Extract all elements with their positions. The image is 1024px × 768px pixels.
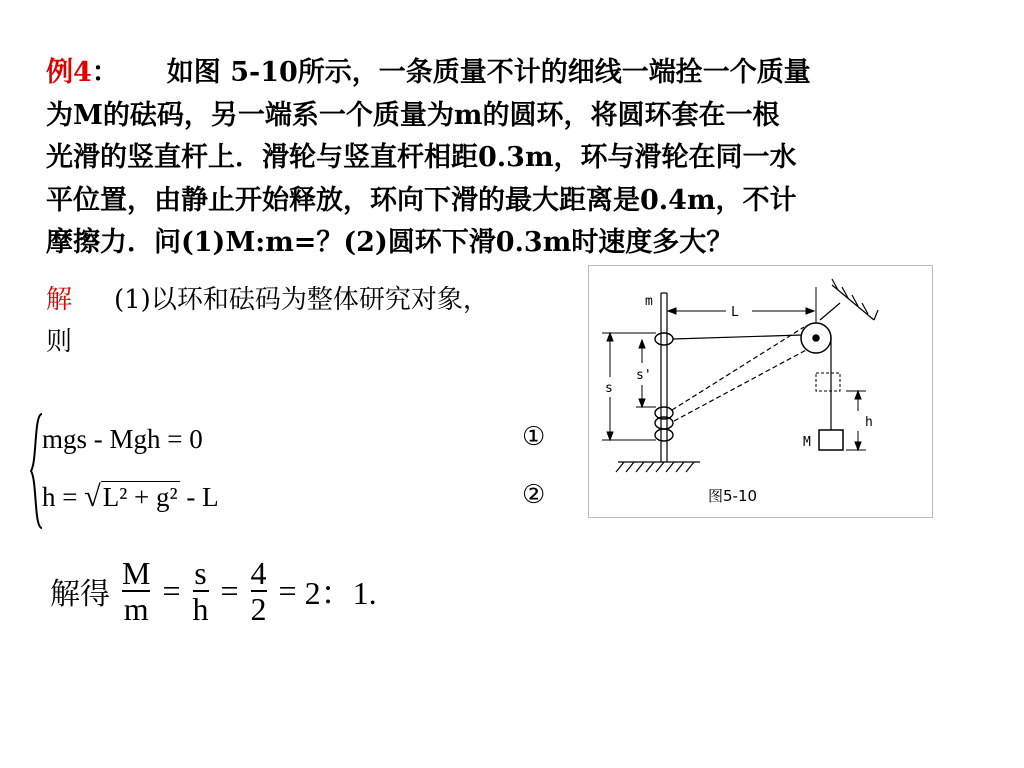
equals-sign-2: = xyxy=(220,572,239,609)
result-prefix: 解得 xyxy=(50,577,110,612)
fraction-4-over-2 xyxy=(251,556,267,626)
fraction-2-denominator: h xyxy=(192,591,209,627)
equation-number-2: ② xyxy=(522,480,546,510)
equation-number-1: ① xyxy=(522,422,546,452)
pulley-icon xyxy=(801,323,831,353)
problem-line-2: 为M的砝码，另一端系一个质量为m的圆环，将圆环套在一根 xyxy=(46,99,780,131)
figure-label-h: h xyxy=(865,415,873,430)
solution-label: 解 xyxy=(46,285,73,315)
problem-line-5: 摩擦力．问(1)M:m=？(2)圆环下滑0.3m时速度多大？ xyxy=(46,227,734,258)
figure-label-m: m xyxy=(645,294,653,309)
fraction-s-over-h xyxy=(193,556,209,626)
solution-line-2: 则 xyxy=(46,327,73,357)
solution-text-1: (1)以环和砝码为整体研究对象， xyxy=(114,285,489,315)
mass-M-box xyxy=(819,430,843,450)
problem-line-1 xyxy=(46,52,986,95)
equation-2 xyxy=(42,480,219,514)
equation-1: mgs - Mgh = 0 xyxy=(42,424,203,454)
figure-label-L: L xyxy=(731,305,739,320)
fraction-1-numerator: M xyxy=(122,555,151,591)
figure-caption: 图5-10 xyxy=(708,487,758,505)
result-ratio: 2：1. xyxy=(304,575,377,611)
fraction-M-over-m xyxy=(122,556,150,626)
fraction-1-denominator: m xyxy=(123,591,149,627)
problem-line-3: 光滑的竖直杆上．滑轮与竖直杆相距0.3m，环与滑轮在同一水 xyxy=(46,142,797,173)
equals-sign-1: = xyxy=(162,572,181,609)
figure-label-s: s xyxy=(605,381,613,396)
result-line xyxy=(50,556,377,646)
equals-sign-3: = xyxy=(278,572,297,609)
figure-frame xyxy=(589,266,933,518)
solution-line-1 xyxy=(46,279,489,321)
equation-system xyxy=(30,412,570,532)
figure-label-M: M xyxy=(803,435,811,450)
equation-2-left: h = xyxy=(42,482,85,512)
sqrt-icon: √ xyxy=(84,480,101,513)
equation-2-right: - L xyxy=(179,482,219,512)
problem-label: 例4 xyxy=(46,57,92,88)
figure-label-s-prime: s' xyxy=(636,368,652,383)
figure-5-10 xyxy=(588,265,933,518)
fraction-3-denominator: 2 xyxy=(250,591,267,627)
problem-statement xyxy=(46,52,986,265)
fraction-3-numerator: 4 xyxy=(250,555,267,591)
problem-label-sep: ： xyxy=(91,57,119,88)
equation-2-root: L² + g² xyxy=(102,482,178,512)
problem-line-4: 平位置，由静止开始释放，环向下滑的最大距离是0.4m，不计 xyxy=(46,184,797,216)
problem-text-1: 如图 5-10所示，一条质量不计的细线一端拴一个质量 xyxy=(166,57,811,88)
solution-text xyxy=(46,279,489,363)
fraction-2-numerator: s xyxy=(194,555,207,591)
